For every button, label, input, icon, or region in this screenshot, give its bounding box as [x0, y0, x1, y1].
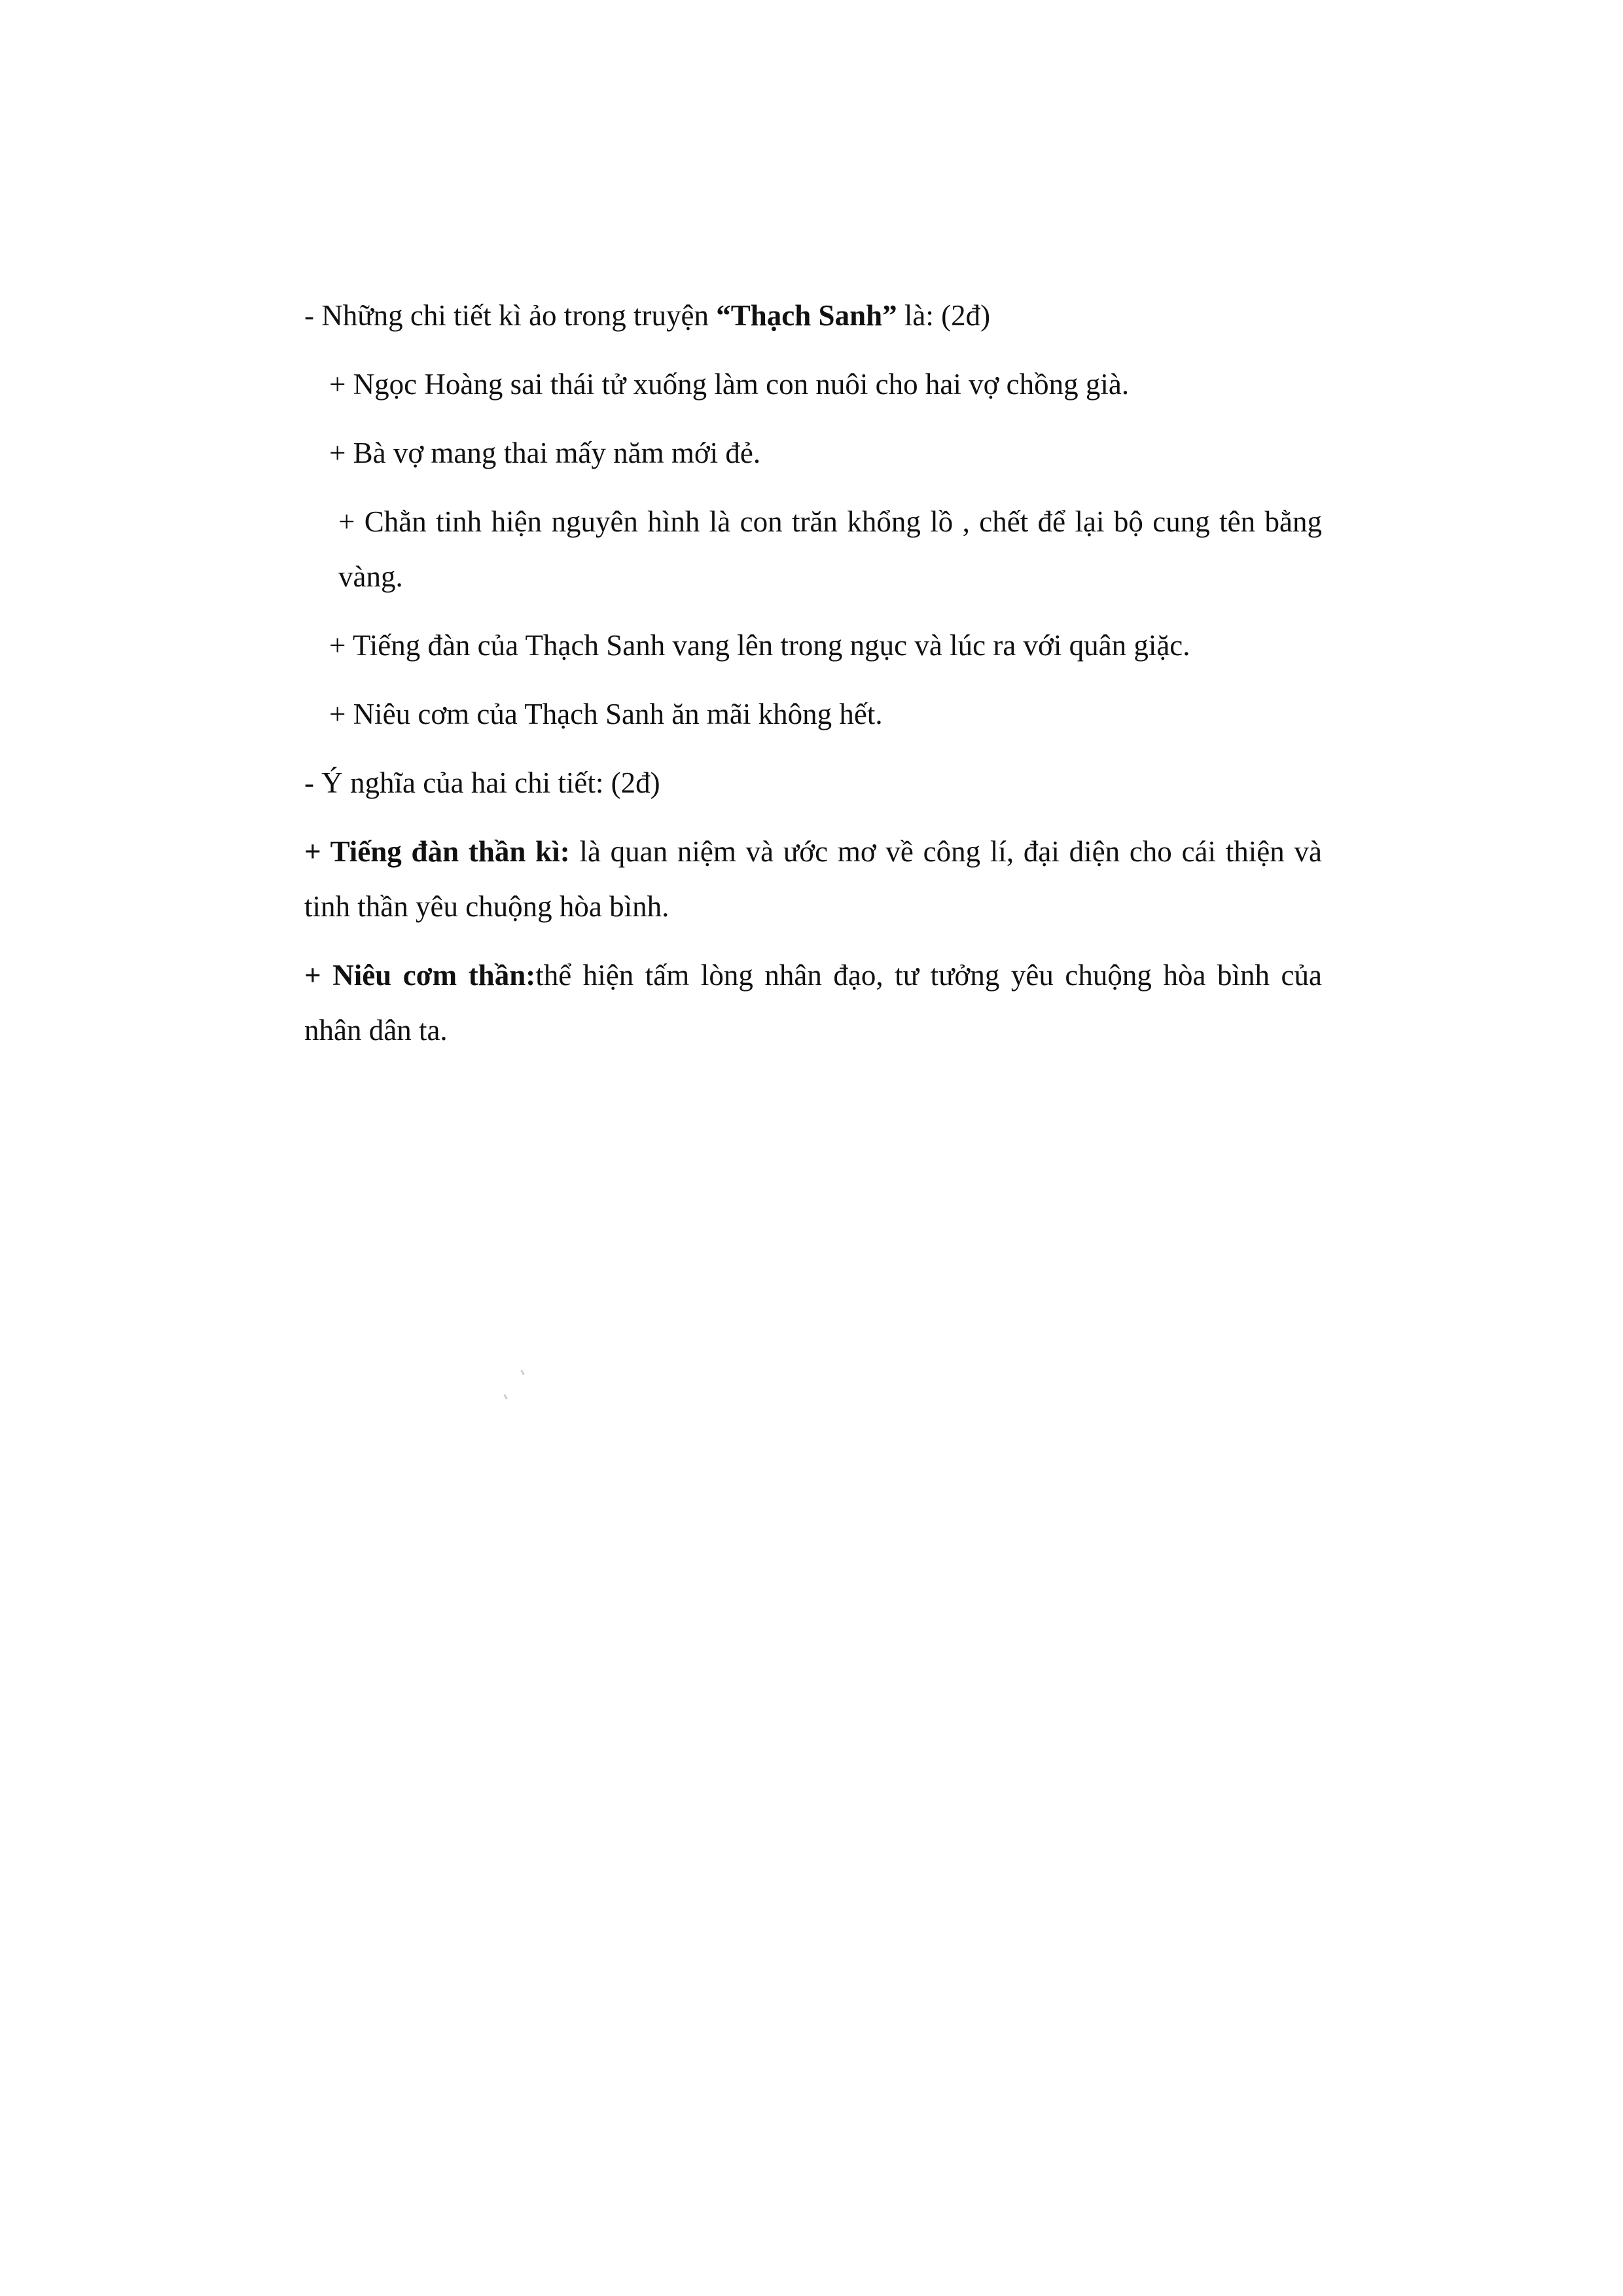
section-heading-meaning: - Ý nghĩa của hai chi tiết: (2đ)	[304, 766, 660, 799]
detail-item-1: + Ngọc Hoàng sai thái tử xuống làm con nuôi cho hai vợ chồng già.	[329, 368, 1130, 401]
story-title: “Thạch Sanh”	[716, 299, 897, 332]
meaning-item-2-text: thể hiện tấm lòng nhân đạo, tư tưởng yêu chuộng hòa bình của nhân dân ta.	[304, 959, 1322, 1047]
scan-speck	[520, 1370, 525, 1375]
detail-item-3-wrapper	[304, 494, 1322, 604]
section-heading-suffix: là: (2đ)	[897, 299, 991, 332]
detail-item-3: + Chằn tinh hiện nguyên hình là con trăn khổng lồ , chết để lại bộ cung tên bằng vàng.	[338, 505, 1322, 593]
meaning-item-1-label: + Tiếng đàn thần kì:	[304, 835, 570, 868]
detail-item-4: + Tiếng đàn của Thạch Sanh vang lên trong ngục và lúc ra với quân giặc.	[329, 629, 1190, 662]
document-page	[304, 288, 1322, 1071]
meaning-item-1	[304, 824, 1322, 934]
meaning-item-1-text: là quan niệm và ước mơ về công lí, đại diện cho cái thiện và tinh thần yêu chuộng hòa bình.	[304, 835, 1322, 923]
detail-item-2: + Bà vợ mang thai mấy năm mới đẻ.	[329, 437, 761, 469]
meaning-item-2	[304, 948, 1322, 1058]
meaning-item-2-label: + Niêu cơm thần:	[304, 959, 536, 992]
section-heading-prefix: - Những chi tiết kì ảo trong truyện	[304, 299, 717, 332]
section-heading-details	[304, 288, 1322, 343]
detail-item-5: + Niêu cơm của Thạch Sanh ăn mãi không hết.	[329, 698, 883, 730]
scan-speck	[503, 1394, 508, 1399]
